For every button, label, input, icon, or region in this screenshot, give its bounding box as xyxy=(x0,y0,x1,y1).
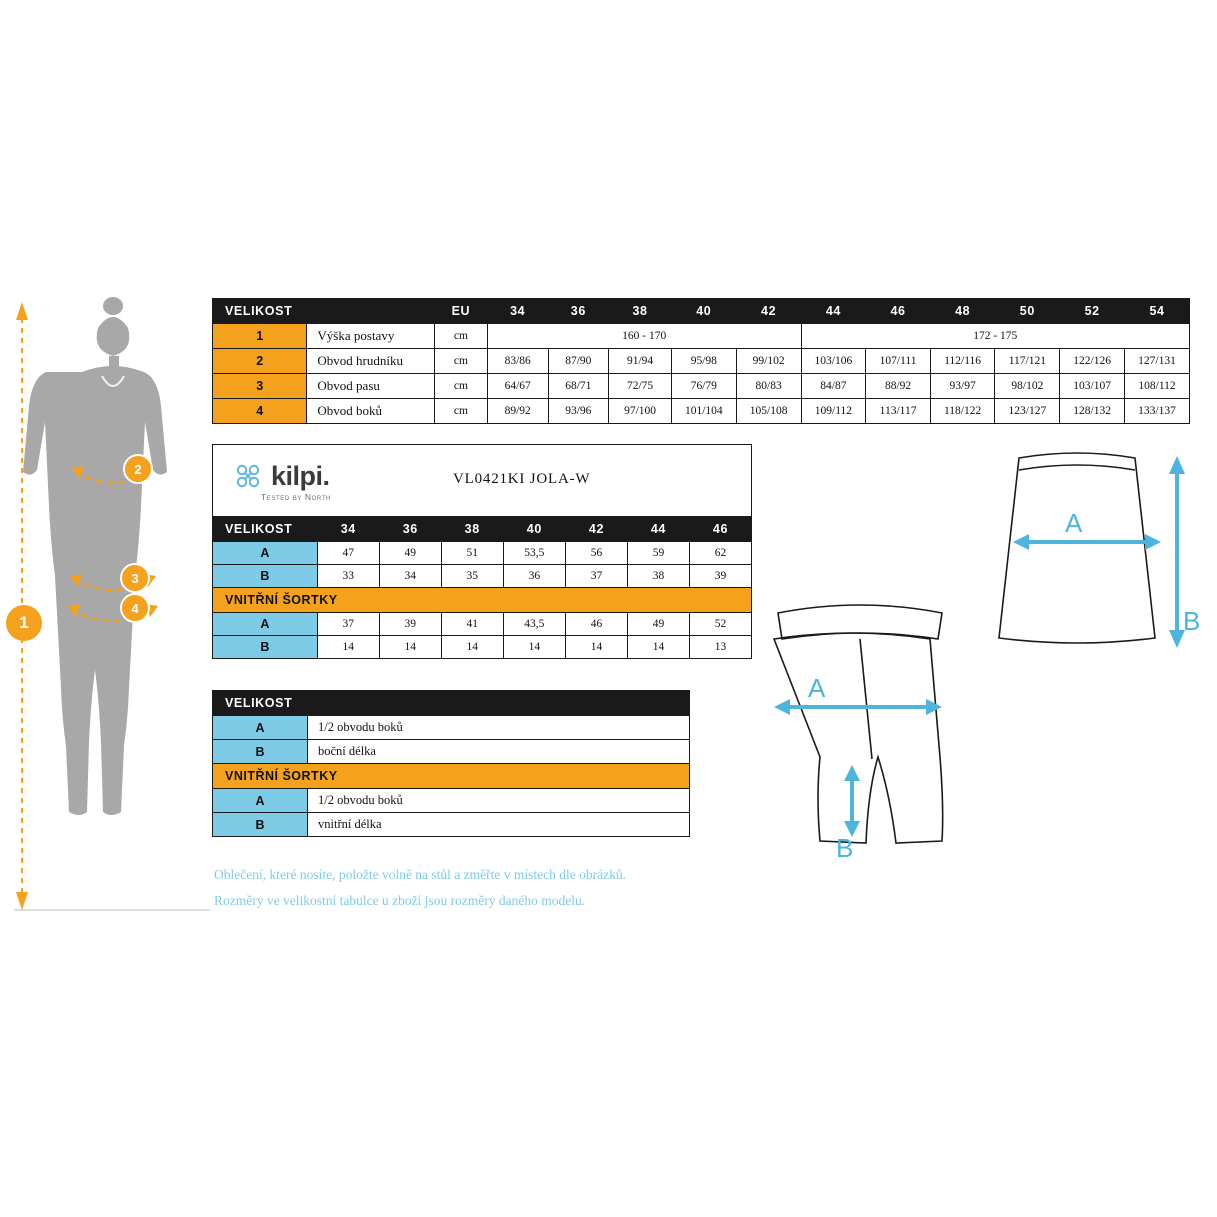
height-range-left: 160 - 170 xyxy=(487,324,801,349)
table-row-waist xyxy=(213,374,1190,399)
table-row-chest xyxy=(213,349,1190,374)
row-key: B xyxy=(213,813,308,837)
th-42: 42 xyxy=(736,299,801,324)
cell: 80/83 xyxy=(736,374,801,399)
cell: 97/100 xyxy=(609,399,672,424)
cell: 117/121 xyxy=(995,349,1060,374)
skirt-label-a: A xyxy=(1065,508,1083,538)
cell: 14 xyxy=(627,636,689,659)
badge-3: 3 xyxy=(120,563,150,593)
row-unit: cm xyxy=(434,374,487,399)
row-label: Obvod pasu xyxy=(307,374,434,399)
row-index: 4 xyxy=(213,399,307,424)
body-measurement-table xyxy=(212,298,1190,424)
cell: 128/132 xyxy=(1060,399,1125,424)
cell: 49 xyxy=(379,542,441,565)
cell: 118/122 xyxy=(930,399,995,424)
cell: 83/86 xyxy=(487,349,548,374)
shorts-label-a: A xyxy=(808,673,826,703)
cell: 49 xyxy=(627,613,689,636)
cell: 33 xyxy=(317,565,379,588)
row-label: Výška postavy xyxy=(307,324,434,349)
th-38: 38 xyxy=(609,299,672,324)
cell: 99/102 xyxy=(736,349,801,374)
th-44: 44 xyxy=(627,517,689,542)
cell: 103/107 xyxy=(1060,374,1125,399)
shorts-length-arrow xyxy=(844,765,860,837)
cell: 37 xyxy=(317,613,379,636)
cell: 103/106 xyxy=(801,349,866,374)
cell: 107/111 xyxy=(866,349,931,374)
th-velikost: VELIKOST xyxy=(213,299,307,324)
badge-1: 1 xyxy=(6,605,42,641)
row-index: 3 xyxy=(213,374,307,399)
cell: 84/87 xyxy=(801,374,866,399)
section-label: VNITŘNÍ ŠORTKY xyxy=(213,588,752,613)
cell: 112/116 xyxy=(930,349,995,374)
note-line-2: Rozměry ve velikostní tabulce u zboží jsou rozměry daného modelu. xyxy=(214,893,586,908)
cell: 52 xyxy=(689,613,751,636)
product-row-b xyxy=(213,565,752,588)
cell: 72/75 xyxy=(609,374,672,399)
cell: 34 xyxy=(379,565,441,588)
row-text: 1/2 obvodu boků xyxy=(308,789,690,813)
legend-section-header xyxy=(213,764,690,789)
th-52: 52 xyxy=(1060,299,1125,324)
cell: 14 xyxy=(317,636,379,659)
inner-shorts-row-a xyxy=(213,613,752,636)
row-text: vnitřní délka xyxy=(308,813,690,837)
product-size-table xyxy=(212,516,752,659)
skirt-diagram xyxy=(985,440,1205,680)
cell: 38 xyxy=(627,565,689,588)
note-line-1: Oblečení, které nosíte, položte volně na stůl a změřte v místech dle obrázků. xyxy=(214,867,626,882)
row-index: 2 xyxy=(213,349,307,374)
th-34: 34 xyxy=(487,299,548,324)
shorts-label-b: B xyxy=(836,833,854,863)
cell: 53,5 xyxy=(503,542,565,565)
mannequin-illustration xyxy=(10,280,210,940)
th-eu: EU xyxy=(434,299,487,324)
row-unit: cm xyxy=(434,399,487,424)
legend-section-row-b xyxy=(213,813,690,837)
row-label: Obvod hrudníku xyxy=(307,349,434,374)
cell: 68/71 xyxy=(548,374,609,399)
th-34: 34 xyxy=(317,517,379,542)
th-46: 46 xyxy=(689,517,751,542)
cell: 59 xyxy=(627,542,689,565)
th-velikost: VELIKOST xyxy=(213,691,690,716)
row-key: B xyxy=(213,740,308,764)
cell: 14 xyxy=(503,636,565,659)
row-key: B xyxy=(213,636,318,659)
th-36: 36 xyxy=(379,517,441,542)
table-header-row xyxy=(213,299,1190,324)
legend-row-a xyxy=(213,716,690,740)
cell: 105/108 xyxy=(736,399,801,424)
cell: 127/131 xyxy=(1125,349,1190,374)
cell: 56 xyxy=(565,542,627,565)
height-range-right: 172 - 175 xyxy=(801,324,1190,349)
cell: 43,5 xyxy=(503,613,565,636)
cell: 13 xyxy=(689,636,751,659)
cell: 91/94 xyxy=(609,349,672,374)
th-46: 46 xyxy=(866,299,931,324)
row-key: A xyxy=(213,716,308,740)
inner-shorts-row-b xyxy=(213,636,752,659)
cell: 14 xyxy=(379,636,441,659)
th-40: 40 xyxy=(671,299,736,324)
measurement-notes xyxy=(214,862,914,914)
brand-header-box xyxy=(212,444,752,516)
cell: 88/92 xyxy=(866,374,931,399)
product-row-a xyxy=(213,542,752,565)
row-index: 1 xyxy=(213,324,307,349)
cell: 39 xyxy=(689,565,751,588)
model-code: VL0421KI JOLA-W xyxy=(453,471,591,487)
legend-header-row xyxy=(213,691,690,716)
table-row-hips xyxy=(213,399,1190,424)
th-42: 42 xyxy=(565,517,627,542)
cell: 95/98 xyxy=(671,349,736,374)
row-key: A xyxy=(213,613,318,636)
legend-section-row-a xyxy=(213,789,690,813)
th-48: 48 xyxy=(930,299,995,324)
badge-2: 2 xyxy=(123,454,153,484)
table-row-height xyxy=(213,324,1190,349)
row-text: boční délka xyxy=(308,740,690,764)
th-40: 40 xyxy=(503,517,565,542)
skirt-label-b: B xyxy=(1183,606,1201,636)
skirt-width-arrow xyxy=(1013,534,1161,550)
th-36: 36 xyxy=(548,299,609,324)
cell: 41 xyxy=(441,613,503,636)
shorts-diagram xyxy=(760,575,980,865)
cell: 37 xyxy=(565,565,627,588)
row-key: A xyxy=(213,542,318,565)
brand-logo xyxy=(231,459,330,493)
section-label: VNITŘNÍ ŠORTKY xyxy=(213,764,690,789)
cell: 35 xyxy=(441,565,503,588)
badge-4: 4 xyxy=(120,593,150,623)
cell: 89/92 xyxy=(487,399,548,424)
cell: 122/126 xyxy=(1060,349,1125,374)
row-text: 1/2 obvodu boků xyxy=(308,716,690,740)
th-44: 44 xyxy=(801,299,866,324)
body-silhouette xyxy=(23,297,167,815)
row-key: B xyxy=(213,565,318,588)
th-blank xyxy=(307,299,434,324)
cell: 101/104 xyxy=(671,399,736,424)
row-key: A xyxy=(213,789,308,813)
row-unit: cm xyxy=(434,324,487,349)
legend-row-b xyxy=(213,740,690,764)
cell: 64/67 xyxy=(487,374,548,399)
th-54: 54 xyxy=(1125,299,1190,324)
cell: 39 xyxy=(379,613,441,636)
cell: 93/96 xyxy=(548,399,609,424)
th-velikost: VELIKOST xyxy=(213,517,318,542)
cell: 123/127 xyxy=(995,399,1060,424)
th-38: 38 xyxy=(441,517,503,542)
kilpi-mark-icon xyxy=(231,459,265,493)
cell: 47 xyxy=(317,542,379,565)
cell: 98/102 xyxy=(995,374,1060,399)
product-table-header-row xyxy=(213,517,752,542)
cell: 87/90 xyxy=(548,349,609,374)
cell: 62 xyxy=(689,542,751,565)
th-50: 50 xyxy=(995,299,1060,324)
brand-tagline: Tested by North xyxy=(261,492,331,502)
legend-table xyxy=(212,690,690,837)
row-unit: cm xyxy=(434,349,487,374)
cell: 14 xyxy=(565,636,627,659)
brand-name: kilpi. xyxy=(271,460,330,491)
cell: 46 xyxy=(565,613,627,636)
shorts-width-arrow xyxy=(774,699,942,715)
cell: 133/137 xyxy=(1125,399,1190,424)
cell: 108/112 xyxy=(1125,374,1190,399)
cell: 113/117 xyxy=(866,399,931,424)
cell: 14 xyxy=(441,636,503,659)
cell: 76/79 xyxy=(671,374,736,399)
cell: 109/112 xyxy=(801,399,866,424)
row-label: Obvod boků xyxy=(307,399,434,424)
cell: 93/97 xyxy=(930,374,995,399)
cell: 36 xyxy=(503,565,565,588)
inner-shorts-section-header xyxy=(213,588,752,613)
cell: 51 xyxy=(441,542,503,565)
